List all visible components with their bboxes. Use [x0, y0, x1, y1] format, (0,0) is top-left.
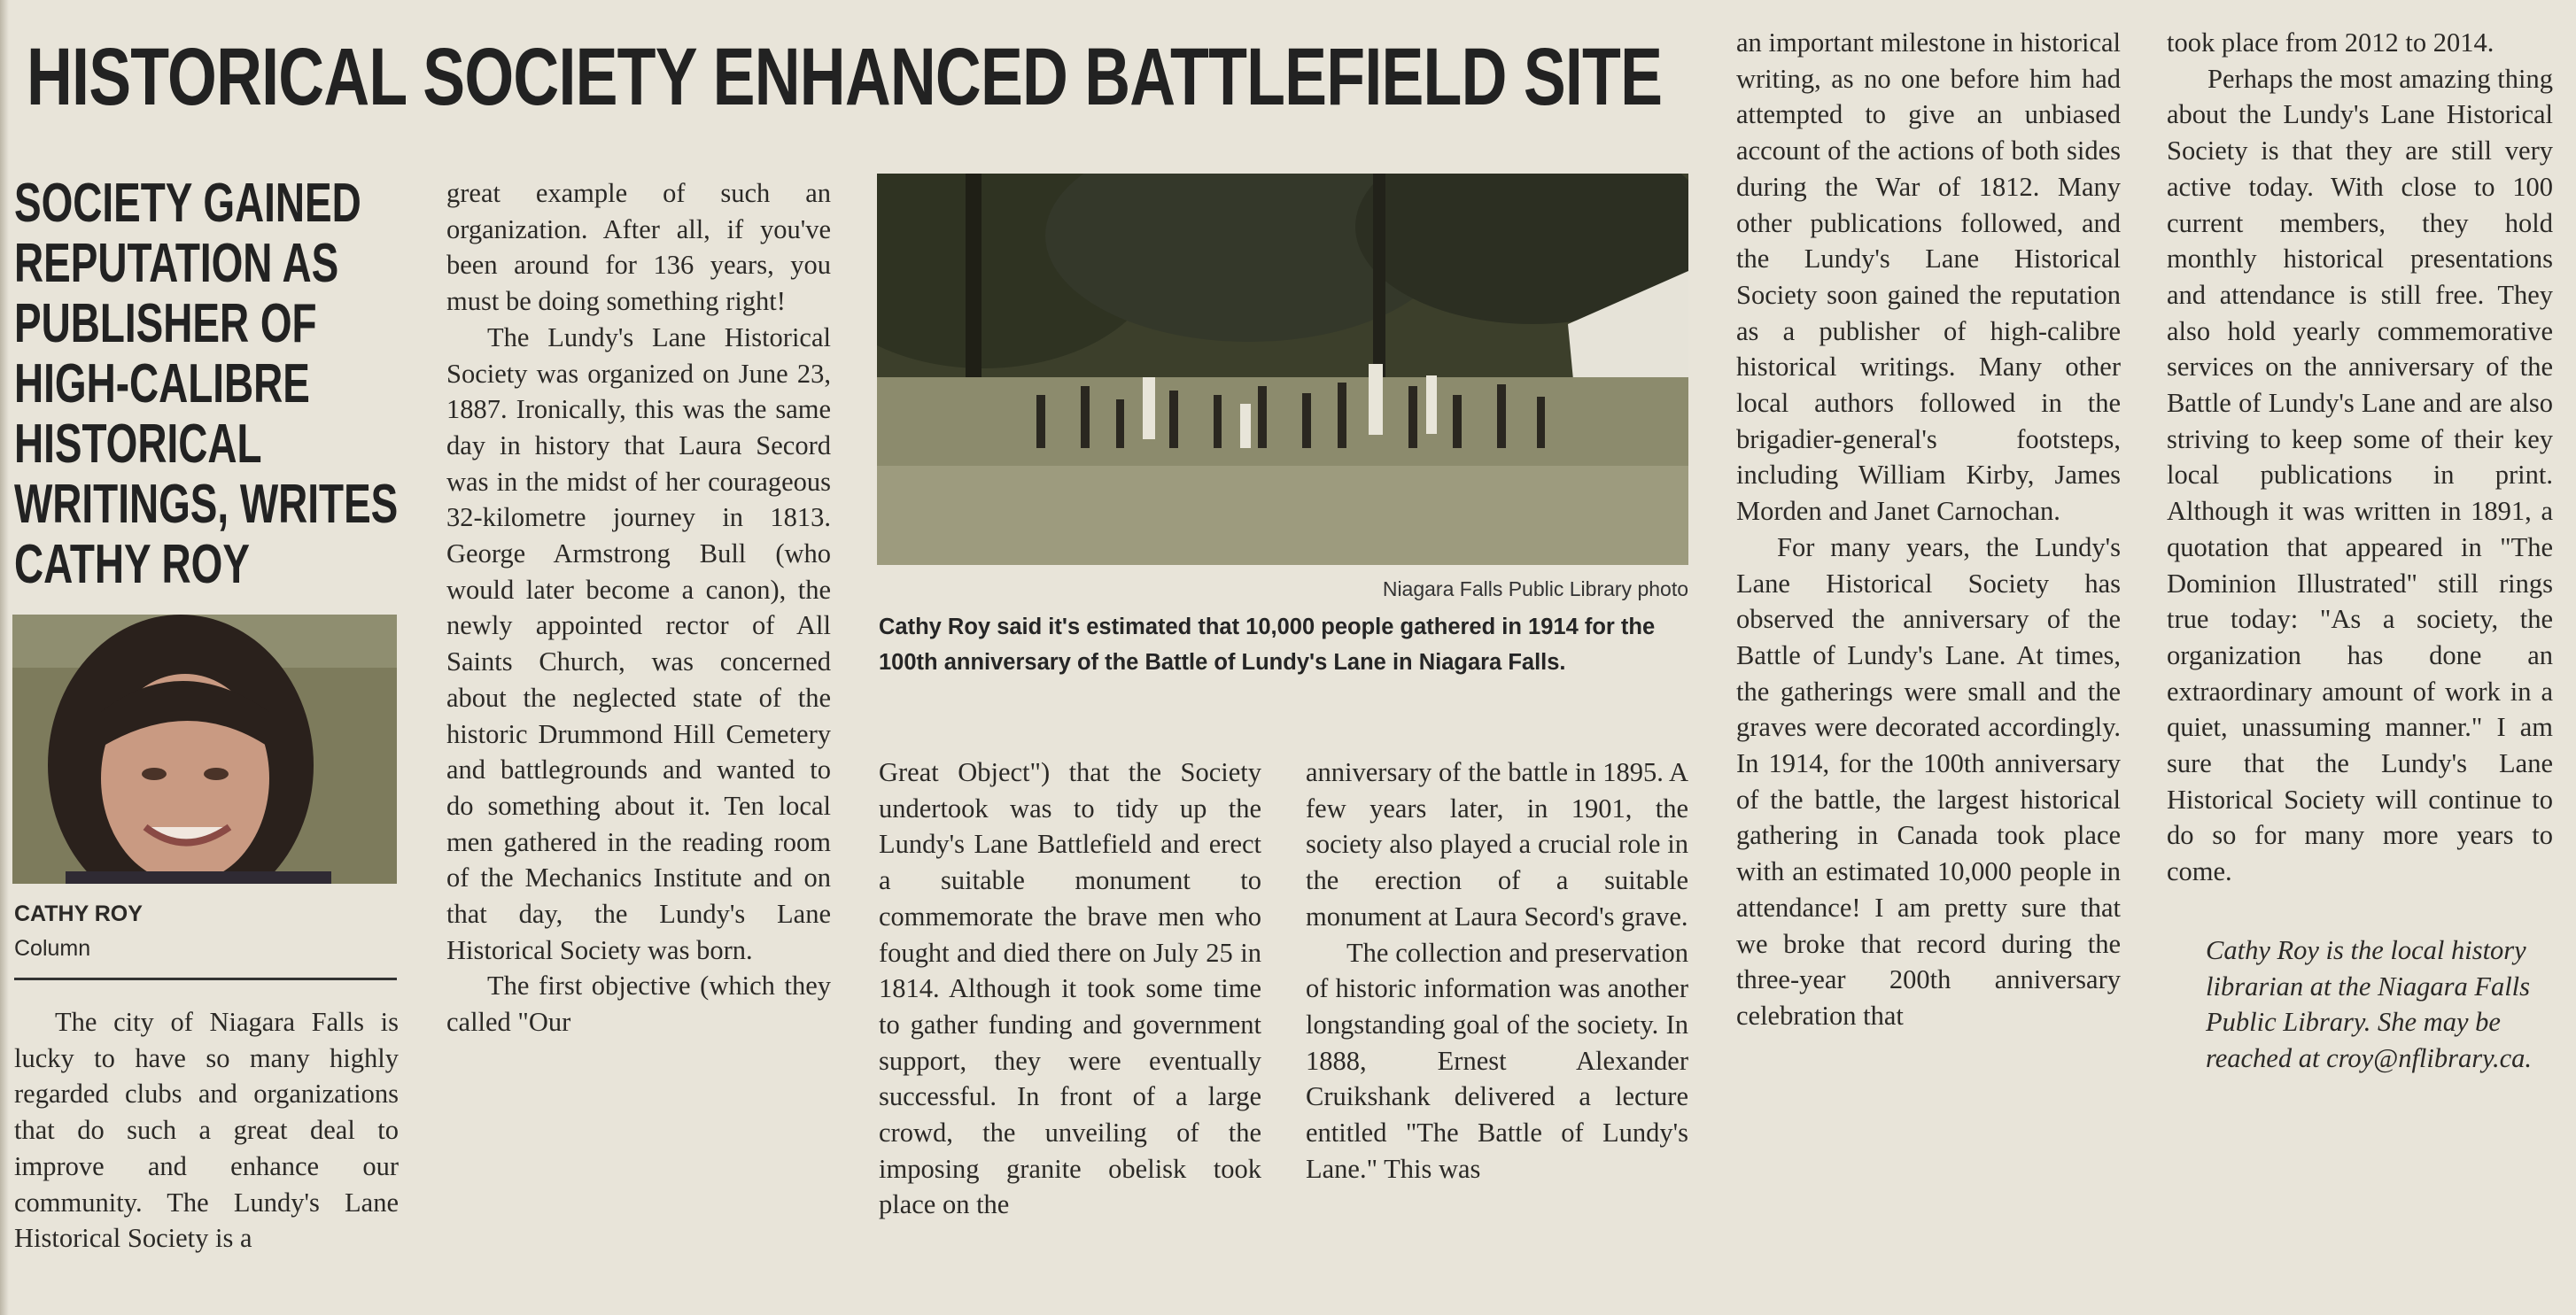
body-column-6 — [2167, 25, 2553, 1077]
author-headshot — [12, 615, 397, 884]
deck-line: SOCIETY GAINED — [14, 173, 361, 234]
body-column-3 — [879, 754, 1261, 1223]
body-paragraph: Perhaps the most amazing thing about the Lundy's Lane Historical Society is that they are still very active today. With close to 100 current members, they hold monthly historical presentations and attendance is still free. They also hold yearly commemorative services on the anniversary of the Battle of Lundy's Lane and are also striving to keep some of their key local publications in print. Although it was written in 1891, a quotation that appeared in "The Dominion Illustrated" still rings true today: "As a society, the organization has done an extraordinary amount of work in a quiet, unassuming manner." I am sure that the Lundy's Lane Historical Society will continue to do so for many more years to come. — [2167, 63, 2553, 887]
photo-credit: Niagara Falls Public Library photo — [1382, 577, 1688, 600]
page-edge — [0, 0, 9, 1315]
headline: HISTORICAL SOCIETY ENHANCED BATTLEFIELD SITE — [27, 32, 1663, 122]
author-headshot-image — [12, 615, 397, 884]
author-role: Column — [14, 936, 91, 961]
deck-line: WRITINGS, WRITES — [14, 474, 399, 535]
historic-photo-image — [877, 174, 1688, 565]
body-paragraph: great example of such an organization. After all, if you've been around for 136 years, you must be doing something right! — [446, 178, 831, 317]
body-paragraph: Great Object") that the Society undertook was to tidy up the Lundy's Lane Battlefield and erect a suitable monument to commemorate the brave men who fought and died there on July 25 in 1814. Although it took some time to gather funding and government support, they were eventually successful. In front of a large crowd, the unveiling of the imposing granite obelisk took place on the — [879, 757, 1261, 1220]
body-paragraph: The city of Niagara Falls is lucky to have so many highly regarded clubs and organizations that do such a great deal to improve and enhance our community. The Lundy's Lane Historical Society is a — [14, 1007, 399, 1254]
body-paragraph: took place from 2012 to 2014. — [2167, 27, 2495, 58]
historic-photo — [877, 174, 1688, 565]
deck-line: HISTORICAL — [14, 414, 262, 475]
body-column-4 — [1306, 754, 1688, 1187]
body-column-2 — [446, 175, 831, 1040]
body-column-5 — [1736, 25, 2121, 1034]
body-paragraph: The Lundy's Lane Historical Society was organized on June 23, 1887. Ironically, this was the same day in history that Laura Secord was in the midst of her courageous 32-kilometre journey in 1813. George Armstrong Bull (who would later become a canon), the newly appointed rector of All Saints Church, was concerned about the neglected state of the historic Drummond Hill Cemetery and battlegrounds and wanted to do something about it. Ten local men gathered in the reading room of the Mechanics Institute and on that day, the Lundy's Lane Historical Society was born. — [446, 321, 831, 965]
body-column-1 — [14, 1004, 399, 1257]
body-paragraph: anniversary of the battle in 1895. A few years later, in 1901, the society also played a crucial role in the erection of a suitable monument at Laura Secord's grave. — [1306, 757, 1688, 932]
body-paragraph: The collection and preservation of historic information was another longstanding goal of the society. In 1888, Ernest Alexander Cruikshank delivered a lecture entitled "The Battle of Lundy's Lane." This was — [1306, 937, 1688, 1184]
deck-line: PUBLISHER OF — [14, 293, 317, 354]
body-paragraph: an important milestone in historical writing, as no one before him had attempted to give an unbiased account of the actions of both sides during the War of 1812. Many other publications followed, and the Lundy's Lane Historical Society soon gained the reputation as a publisher of high-calibre historical writings. Many other local authors followed in the brigadier-general's footsteps, including William Kirby, James Morden and Janet Carnochan. — [1736, 27, 2121, 527]
photo-caption: Cathy Roy said it's estimated that 10,000 people gathered in 1914 for the 100th anniversary of the Battle of Lundy's Lane in Niagara Falls. — [879, 615, 1656, 675]
byline-divider — [14, 978, 397, 980]
body-paragraph: The first objective (which they called "Our — [446, 971, 831, 1038]
body-paragraph: For many years, the Lundy's Lane Historical Society has observed the anniversary of the Battle of Lundy's Lane. At times, the gatherings were small and the graves were decorated accordingly. In 1914, for the 100th anniversary of the battle, the largest historical gathering in Canada took place with an estimated 10,000 people in attendance! I am pretty sure that we broke that record during the three-year 200th anniversary celebration that — [1736, 531, 2121, 1031]
deck-line: HIGH-CALIBRE — [14, 353, 310, 414]
author-bio: Cathy Roy is the local history librarian at the Niagara Falls Public Library. She may be reached at croy@nflibrary.ca. — [2206, 934, 2532, 1073]
deck-line: REPUTATION AS — [14, 233, 339, 294]
deck-subheadline — [14, 173, 399, 595]
author-name: CATHY ROY — [14, 901, 143, 926]
deck-line: CATHY ROY — [14, 534, 250, 595]
